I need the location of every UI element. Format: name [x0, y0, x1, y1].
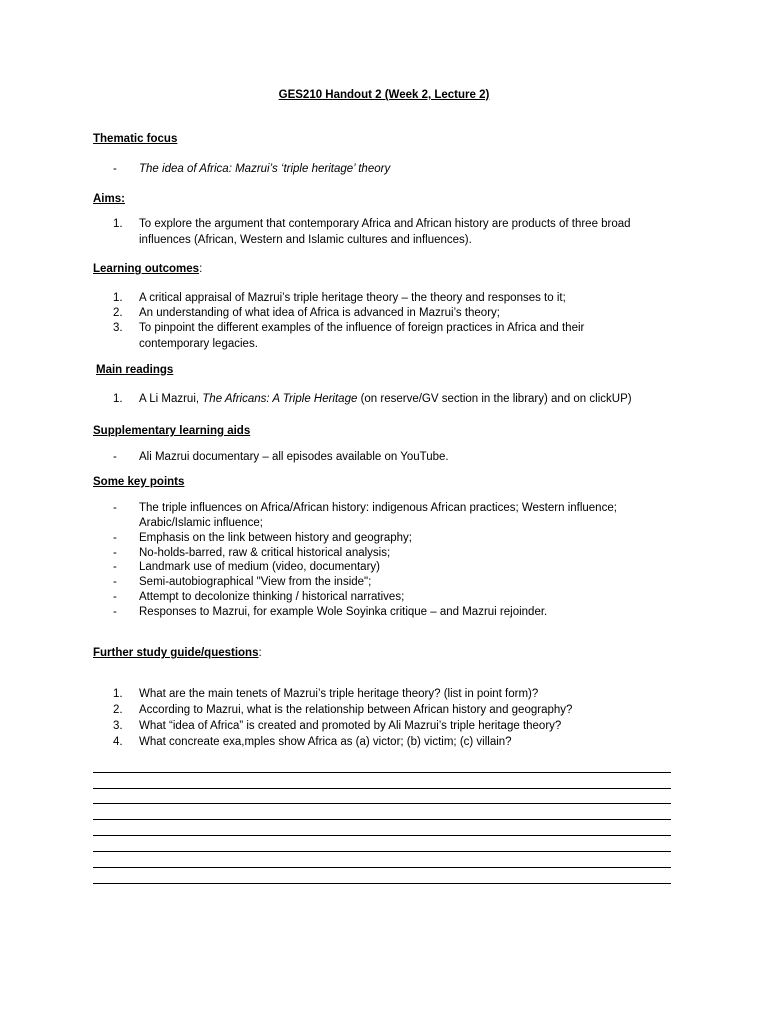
list-marker: - — [113, 532, 117, 544]
list-item-text — [139, 392, 679, 407]
heading-key-points: Some key points — [93, 476, 185, 488]
heading-suffix: : — [258, 647, 262, 659]
list-marker: 2. — [113, 704, 123, 716]
answer-line — [93, 819, 671, 820]
list-item-text-line1: The triple influences on Africa/African history: indigenous African practices; Western influence; — [139, 502, 617, 514]
list-item-text-line2: Arabic/Islamic influence; — [139, 517, 263, 529]
list-marker: 1. — [113, 688, 123, 700]
list-marker: - — [113, 591, 117, 603]
heading-learning-outcomes: Learning outcomes — [93, 263, 200, 275]
document-title: GES210 Handout 2 (Week 2, Lecture 2) — [278, 89, 490, 101]
list-item-text: No-holds-barred, raw & critical historical analysis; — [139, 547, 391, 559]
list-marker: - — [113, 561, 117, 573]
heading-aims: Aims: — [93, 193, 125, 205]
list-item-text: An understanding of what idea of Africa is advanced in Mazrui’s theory; — [139, 307, 500, 319]
answer-line — [93, 851, 671, 852]
heading-supplementary: Supplementary learning aids — [93, 425, 251, 437]
answer-line — [93, 788, 671, 789]
list-item-text-line1: To explore the argument that contemporary Africa and African history are products of three broad — [139, 218, 631, 230]
list-marker: 3. — [113, 720, 123, 732]
list-marker: 2. — [113, 307, 123, 319]
list-item-text: A critical appraisal of Mazrui’s triple heritage theory – the theory and responses to it; — [139, 292, 566, 304]
list-marker: - — [113, 502, 117, 514]
list-item-text: Landmark use of medium (video, documentary) — [139, 561, 380, 573]
list-marker: - — [113, 576, 117, 588]
list-marker: - — [113, 547, 117, 559]
list-marker: 1. — [113, 292, 123, 304]
answer-line — [93, 772, 671, 773]
list-item-text: The idea of Africa: Mazrui’s ‘triple heritage’ theory — [139, 163, 391, 175]
heading-main-readings: Main readings — [96, 364, 174, 376]
reading-location: (on reserve/GV section in the library) and on clickUP) — [357, 393, 632, 405]
list-marker: - — [113, 163, 117, 175]
list-item-text: Semi-autobiographical "View from the inside"; — [139, 576, 372, 588]
list-marker: 3. — [113, 322, 123, 334]
answer-line — [93, 835, 671, 836]
answer-line — [93, 883, 671, 884]
list-marker: - — [113, 606, 117, 618]
list-item-text: What “idea of Africa” is created and promoted by Ali Mazrui’s triple heritage theory? — [139, 720, 562, 732]
list-item-text: According to Mazrui, what is the relationship between African history and geography? — [139, 704, 573, 716]
heading-further-study: Further study guide/questions — [93, 647, 259, 659]
heading-further-study-wrap — [93, 646, 262, 661]
answer-line — [93, 867, 671, 868]
list-item-text-line2: contemporary legacies. — [139, 338, 258, 350]
list-item-text: Emphasis on the link between history and geography; — [139, 532, 412, 544]
heading-learning-outcomes-wrap — [93, 262, 202, 277]
list-marker: 4. — [113, 736, 123, 748]
list-item-text-line2: influences (African, Western and Islamic cultures and influences). — [139, 234, 472, 246]
heading-suffix: : — [199, 263, 203, 275]
list-marker: 1. — [113, 218, 123, 230]
list-marker: - — [113, 451, 117, 463]
list-item-text: What are the main tenets of Mazrui’s triple heritage theory? (list in point form)? — [139, 688, 539, 700]
list-item-text: Attempt to decolonize thinking / historical narratives; — [139, 591, 405, 603]
heading-thematic-focus: Thematic focus — [93, 133, 178, 145]
reading-author: A Li Mazrui, — [139, 393, 203, 405]
list-marker: 1. — [113, 393, 123, 405]
list-item-text: Responses to Mazrui, for example Wole Soyinka critique – and Mazrui rejoinder. — [139, 606, 548, 618]
list-item-text: Ali Mazrui documentary – all episodes available on YouTube. — [139, 451, 449, 463]
list-item-text: What concreate exa,mples show Africa as (a) victor; (b) victim; (c) villain? — [139, 736, 512, 748]
reading-book-title: The Africans: A Triple Heritage — [202, 393, 358, 405]
list-item-text-line1: To pinpoint the different examples of the influence of foreign practices in Africa and their — [139, 322, 585, 334]
answer-line — [93, 803, 671, 804]
